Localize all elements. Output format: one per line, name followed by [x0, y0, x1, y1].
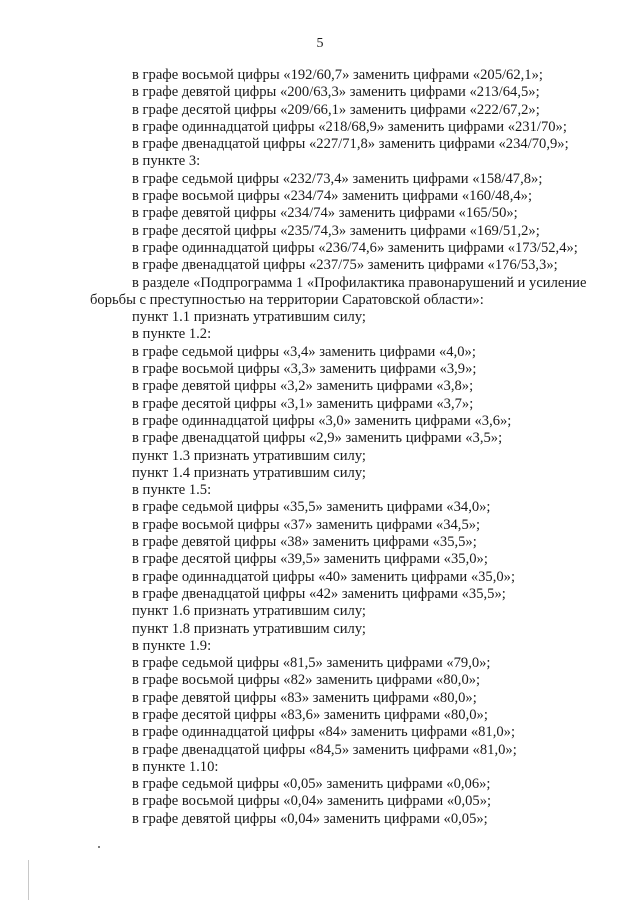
- text-line: в графе седьмой цифры «81,5» заменить цифрами «79,0»;: [132, 655, 491, 672]
- text-line: в графе двенадцатой цифры «84,5» заменить цифрами «81,0»;: [132, 741, 517, 758]
- text-line: в графе восьмой цифры «192/60,7» заменить цифрами «205/62,1»;: [132, 67, 543, 83]
- text-line: пункт 1.6 признать утратившим силу;: [132, 603, 366, 620]
- text-line: в графе восьмой цифры «234/74» заменить цифрами «160/48,4»;: [132, 188, 532, 205]
- text-line: в графе седьмой цифры «232/73,4» заменить цифрами «158/47,8»;: [132, 170, 543, 187]
- scan-margin-mark: [28, 860, 29, 900]
- page-number: 5: [316, 36, 324, 51]
- text-line: пункт 1.8 признать утратившим силу;: [132, 620, 366, 637]
- text-line: в графе одиннадцатой цифры «3,0» заменить цифрами «3,6»;: [132, 412, 512, 429]
- text-line: в графе десятой цифры «83,6» заменить цифрами «80,0»;: [132, 706, 488, 723]
- text-line: в графе девятой цифры «200/63,3» заменить цифрами «213/64,5»;: [132, 84, 540, 101]
- text-line: пункт 1.1 признать утратившим силу;: [132, 309, 366, 326]
- text-line: в графе седьмой цифры «0,05» заменить цифрами «0,06»;: [132, 776, 491, 793]
- text-line: в графе девятой цифры «234/74» заменить цифрами «165/50»;: [132, 205, 518, 222]
- text-line: в графе десятой цифры «235/74,3» заменить цифрами «169/51,2»;: [132, 222, 540, 239]
- text-line: в графе восьмой цифры «37» заменить цифрами «34,5»;: [132, 516, 481, 533]
- text-line: в пункте 1.10:: [132, 758, 219, 775]
- text-line: в графе десятой цифры «3,1» заменить цифрами «3,7»;: [132, 395, 474, 412]
- text-line: в графе седьмой цифры «35,5» заменить цифрами «34,0»;: [132, 499, 491, 516]
- text-line: в графе двенадцатой цифры «42» заменить цифрами «35,5»;: [132, 585, 506, 602]
- text-line: в графе одиннадцатой цифры «40» заменить цифрами «35,0»;: [132, 568, 516, 585]
- text-line: в графе восьмой цифры «0,04» заменить цифрами «0,05»;: [132, 793, 492, 810]
- text-line: борьбы с преступностью на территории Саратовской области»:: [90, 291, 484, 308]
- text-line: в графе девятой цифры «38» заменить цифрами «35,5»;: [132, 534, 477, 551]
- document-body: [0, 67, 640, 828]
- text-line: в разделе «Подпрограмма 1 «Профилактика правонарушений и усиление: [132, 274, 587, 291]
- text-line: пункт 1.4 признать утратившим силу;: [132, 464, 366, 481]
- text-line: в графе двенадцатой цифры «2,9» заменить цифрами «3,5»;: [132, 430, 503, 447]
- text-line: в графе двенадцатой цифры «237/75» заменить цифрами «176/53,3»;: [132, 257, 558, 274]
- text-line: в графе десятой цифры «209/66,1» заменить цифрами «222/67,2»;: [132, 101, 540, 118]
- text-line: в пункте 1.5:: [132, 482, 212, 499]
- text-line: в пункте 1.2:: [132, 326, 212, 343]
- text-line: в графе одиннадцатой цифры «218/68,9» заменить цифрами «231/70»;: [132, 118, 567, 135]
- text-line: в пункте 3:: [132, 153, 201, 170]
- text-line: в пункте 1.9:: [132, 637, 212, 654]
- text-line: в графе двенадцатой цифры «227/71,8» заменить цифрами «234/70,9»;: [132, 136, 569, 153]
- scan-dot: [98, 846, 100, 848]
- text-line: в графе девятой цифры «83» заменить цифрами «80,0»;: [132, 689, 477, 706]
- text-line: пункт 1.3 признать утратившим силу;: [132, 447, 366, 464]
- text-line: в графе седьмой цифры «3,4» заменить цифрами «4,0»;: [132, 343, 476, 360]
- text-line: в графе девятой цифры «3,2» заменить цифрами «3,8»;: [132, 378, 474, 395]
- text-line: в графе девятой цифры «0,04» заменить цифрами «0,05»;: [132, 810, 488, 827]
- text-line: в графе одиннадцатой цифры «84» заменить цифрами «81,0»;: [132, 724, 516, 741]
- text-line: в графе восьмой цифры «82» заменить цифрами «80,0»;: [132, 672, 481, 689]
- text-line: в графе десятой цифры «39,5» заменить цифрами «35,0»;: [132, 551, 488, 568]
- text-line: в графе восьмой цифры «3,3» заменить цифрами «3,9»;: [132, 361, 477, 378]
- text-line: в графе одиннадцатой цифры «236/74,6» заменить цифрами «173/52,4»;: [132, 239, 578, 256]
